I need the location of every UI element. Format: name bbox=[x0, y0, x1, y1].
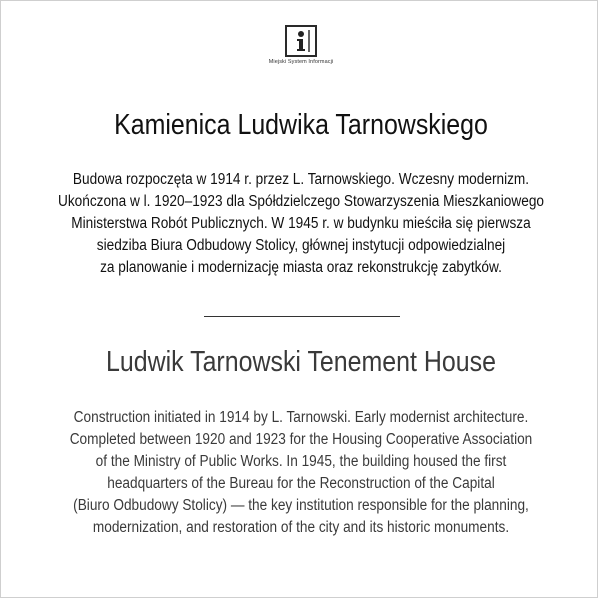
description-polish-line: Ukończona w l. 1920–1923 dla Spółdzielczego Stowarzyszenia Mieszkaniowego bbox=[57, 193, 545, 210]
logo-caption: Miejski System Informacji bbox=[268, 59, 334, 65]
description-english-line: headquarters of the Bureau for the Reconstruction of the Capital bbox=[107, 475, 495, 492]
description-polish-line: Ministerstwa Robót Publicznych. W 1945 r. w budynku mieściła się pierwsza bbox=[71, 215, 531, 232]
description-english bbox=[1, 407, 600, 539]
description-polish-line: siedziba Biura Odbudowy Stolicy, głównej instytucji odpowiedzialnej bbox=[96, 237, 506, 254]
description-english-line: Construction initiated in 1914 by L. Tarnowski. Early modernist architecture. bbox=[73, 409, 529, 426]
title-english: Ludwik Tarnowski Tenement House bbox=[105, 346, 497, 378]
description-polish-line: za planowanie i modernizację miasta oraz rekonstrukcję zabytków. bbox=[100, 259, 502, 276]
description-english-line: Completed between 1920 and 1923 for the Housing Cooperative Association bbox=[69, 431, 533, 448]
description-english-line: modernization, and restoration of the city and its historic monuments. bbox=[92, 519, 510, 536]
section-divider bbox=[204, 316, 400, 317]
description-polish-line: Budowa rozpoczęta w 1914 r. przez L. Tarnowskiego. Wczesny modernizm. bbox=[72, 171, 530, 188]
title-polish: Kamienica Ludwika Tarnowskiego bbox=[114, 109, 488, 141]
description-polish bbox=[1, 169, 600, 279]
description-english-line: (Biuro Odbudowy Stolicy) — the key institution responsible for the planning, bbox=[73, 497, 529, 514]
description-english-line: of the Ministry of Public Works. In 1945, the building housed the first bbox=[95, 453, 507, 470]
info-logo-icon bbox=[285, 25, 317, 57]
